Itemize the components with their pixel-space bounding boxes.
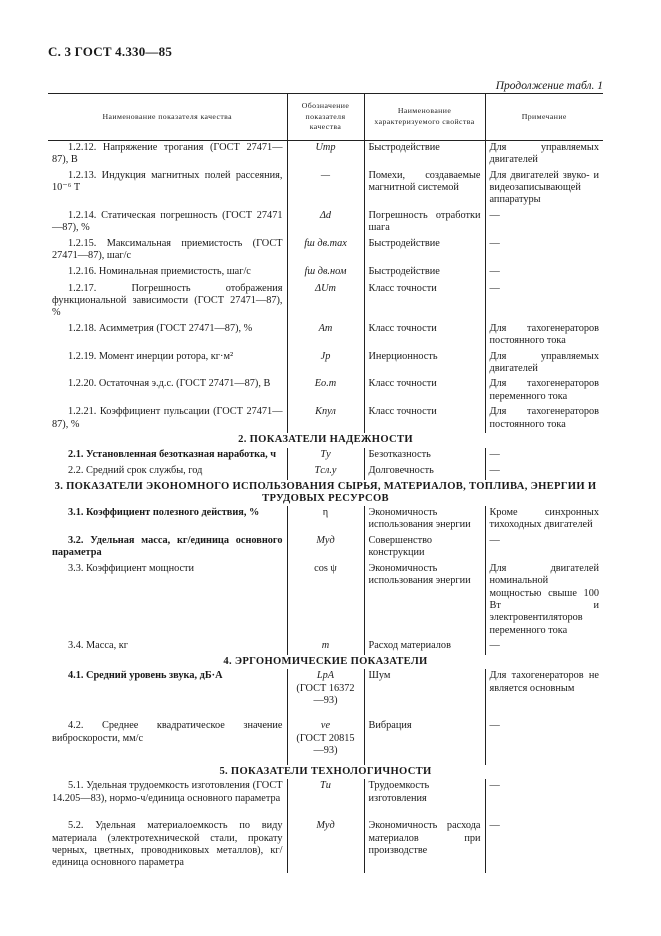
- symbol-standard-ref: (ГОСТ 20815—93): [296, 732, 355, 756]
- indicator-name: 1.2.17. Погрешность отображения функциональной зависимости (ГОСТ 27471—87), %: [52, 282, 283, 319]
- quality-indicators-table: [48, 93, 603, 873]
- characterized-property: Погрешность отработки шага: [364, 209, 485, 237]
- indicator-name: 1.2.12. Напряжение трогания (ГОСТ 27471—87), В: [52, 142, 283, 166]
- table-row: [48, 639, 603, 655]
- table-row: [48, 719, 603, 765]
- indicator-symbol: cos ψ: [287, 562, 364, 639]
- indicator-symbol: fш дв.ном: [287, 265, 364, 282]
- table-row: [48, 669, 603, 719]
- section-title: 5. ПОКАЗАТЕЛИ ТЕХНОЛОГИЧНОСТИ: [219, 766, 432, 778]
- characterized-property: Класс точности: [364, 282, 485, 322]
- indicator-symbol: LрА: [316, 670, 335, 682]
- indicator-symbol: ΔUт: [287, 282, 364, 322]
- indicator-name: 1.2.18. Асимметрия (ГОСТ 27471—87), %: [68, 322, 253, 334]
- indicator-symbol: Mуд: [287, 534, 364, 562]
- column-header: Наименование характеризуемого свойства: [364, 94, 485, 141]
- table-row: [48, 322, 603, 350]
- indicator-name: [52, 670, 283, 682]
- section-heading-row: [48, 655, 603, 669]
- section-title: 3. ПОКАЗАТЕЛИ ЭКОНОМНОГО ИСПОЛЬЗОВАНИЯ СЫРЬЯ, МАТЕРИАЛОВ, ТОПЛИВА, ЭНЕРГИИ И ТРУДОВЫХ РЕСУРСОВ: [54, 480, 597, 504]
- note: Для тахогенераторов не является основным: [485, 669, 603, 719]
- symbol-standard-ref: (ГОСТ 16372—93): [296, 682, 355, 706]
- note: —: [485, 719, 603, 765]
- indicator-name: 1.2.20. Остаточная э.д.с. (ГОСТ 27471—87), В: [68, 378, 271, 390]
- indicator-symbol: Jр: [287, 350, 364, 378]
- indicator-name: 1.2.14. Статическая погрешность (ГОСТ 27471—87), %: [52, 209, 283, 234]
- indicator-name: 2.1. Установленная безотказная наработка, ч: [68, 448, 277, 460]
- indicator-name: 3.2. Удельная масса, кг/единица основного параметра: [52, 534, 283, 559]
- indicator-name-text: 4.1. Средний уровень звука, дБ·А: [68, 670, 223, 682]
- characterized-property: Экономичность использования энергии: [364, 562, 485, 639]
- table-row: [48, 464, 603, 480]
- indicator-symbol: vе: [320, 720, 331, 732]
- section-heading-row: [48, 480, 603, 506]
- note: Для тахогенераторов постоянного тока: [485, 322, 603, 350]
- table-row: [48, 405, 603, 433]
- indicator-symbol: η: [287, 506, 364, 534]
- page-header: С. 3 ГОСТ 4.330—85: [48, 44, 173, 59]
- characterized-property: Инерционность: [364, 350, 485, 378]
- indicator-symbol: Δd: [287, 209, 364, 237]
- table-row: [48, 265, 603, 282]
- characterized-property: Экономичность использования энергии: [364, 506, 485, 534]
- characterized-property: Класс точности: [364, 377, 485, 405]
- section-heading-row: [48, 433, 603, 447]
- note: —: [485, 265, 603, 282]
- table-row: [48, 819, 603, 873]
- indicator-symbol: Kпул: [287, 405, 364, 433]
- note: Для управляемых двигателей: [485, 141, 603, 169]
- characterized-property: Долговечность: [364, 464, 485, 480]
- characterized-property: Шум: [364, 669, 485, 719]
- table-row: [48, 350, 603, 378]
- indicator-name: 4.2. Среднее квадратическое значение виброскорости, мм/с: [52, 720, 283, 744]
- note: Для двигателей звуко- и видеозаписывающей аппаратуры: [485, 169, 603, 209]
- characterized-property: Класс точности: [364, 322, 485, 350]
- table-header-row: [48, 94, 603, 141]
- indicator-name: 1.2.13. Индукция магнитных полей рассеяния, 10⁻⁶ Т: [52, 169, 283, 194]
- characterized-property: Расход материалов: [364, 639, 485, 655]
- note: —: [485, 779, 603, 819]
- table-row: [48, 377, 603, 405]
- indicator-name: 1.2.15. Максимальная приемистость (ГОСТ 27471—87), шаг/с: [52, 237, 283, 262]
- note: —: [485, 639, 603, 655]
- note: —: [485, 237, 603, 265]
- note: Для двигателей номинальной мощностью свыше 100 Вт и электровентиляторов переменного тока: [485, 562, 603, 639]
- indicator-name: 1.2.16. Номинальная приемистость, шаг/с: [68, 265, 251, 277]
- characterized-property: Вибрация: [364, 719, 485, 765]
- indicator-symbol: Mуд: [287, 819, 364, 873]
- note: —: [485, 464, 603, 480]
- indicator-name: 1.2.21. Коэффициент пульсации (ГОСТ 27471—87), %: [52, 406, 283, 430]
- indicator-symbol: Tи: [287, 779, 364, 819]
- indicator-symbol: Aт: [287, 322, 364, 350]
- indicator-symbol: —: [287, 169, 364, 209]
- indicator-symbol: fш дв.max: [287, 237, 364, 265]
- note: —: [485, 534, 603, 562]
- characterized-property: Безотказность: [364, 448, 485, 464]
- column-header: Обозначение показателя качества: [287, 94, 364, 141]
- indicator-symbol: Uтр: [287, 141, 364, 169]
- note: Для тахогенераторов переменного тока: [485, 377, 603, 405]
- indicator-symbol: Eо.т: [287, 377, 364, 405]
- table-row: [48, 534, 603, 562]
- indicator-name: 1.2.19. Момент инерции ротора, кг·м²: [68, 350, 234, 362]
- indicator-symbol: Tу: [287, 448, 364, 464]
- note: Для тахогенераторов постоянного тока: [485, 405, 603, 433]
- characterized-property: Быстродействие: [364, 141, 485, 169]
- table-row: [48, 169, 603, 209]
- table-continuation-label: Продолжение табл. 1: [495, 80, 603, 92]
- characterized-property: Экономичность расхода материалов при производстве: [364, 819, 485, 873]
- table-row: [48, 562, 603, 639]
- indicator-symbol: m: [287, 639, 364, 655]
- characterized-property: Быстродействие: [364, 265, 485, 282]
- column-header: Примечание: [485, 94, 603, 141]
- section-heading-row: [48, 765, 603, 779]
- note: —: [485, 448, 603, 464]
- indicator-name: 3.3. Коэффициент мощности: [68, 562, 195, 574]
- note: —: [485, 282, 603, 322]
- note: —: [485, 209, 603, 237]
- characterized-property: Трудоемкость изготовления: [364, 779, 485, 819]
- characterized-property: Помехи, создаваемые магнитной системой: [364, 169, 485, 209]
- section-title: 2. ПОКАЗАТЕЛИ НАДЕЖНОСТИ: [238, 434, 413, 446]
- section-title: 4. ЭРГОНОМИЧЕСКИЕ ПОКАЗАТЕЛИ: [223, 656, 428, 668]
- characterized-property: Совершенство конструкции: [364, 534, 485, 562]
- table-row: [48, 282, 603, 322]
- note: Для управляемых двигателей: [485, 350, 603, 378]
- characterized-property: Класс точности: [364, 405, 485, 433]
- table-row: [48, 237, 603, 265]
- column-header: Наименование показателя качества: [48, 94, 287, 141]
- table-row: [48, 779, 603, 819]
- note: —: [485, 819, 603, 873]
- indicator-symbol: Tсл.у: [287, 464, 364, 480]
- table-row: [48, 448, 603, 464]
- table-row: [48, 141, 603, 169]
- indicator-name: 3.4. Масса, кг: [68, 640, 128, 652]
- note: Кроме синхронных тихоходных двигателей: [485, 506, 603, 534]
- characterized-property: Быстродействие: [364, 237, 485, 265]
- indicator-name: 5.2. Удельная материалоемкость по виду материала (электротехнической стали, прокату черных, цветных, проводниковых металлов), кг/единица основного параметра: [52, 820, 283, 869]
- indicator-name: 2.2. Средний срок службы, год: [68, 464, 203, 476]
- indicator-name: 5.1. Удельная трудоемкость изготовления (ГОСТ 14.205—83), нормо-ч/единица основного параметра: [52, 780, 283, 804]
- table-row: [48, 506, 603, 534]
- indicator-name: 3.1. Коэффициент полезного действия, %: [68, 506, 260, 518]
- table-row: [48, 209, 603, 237]
